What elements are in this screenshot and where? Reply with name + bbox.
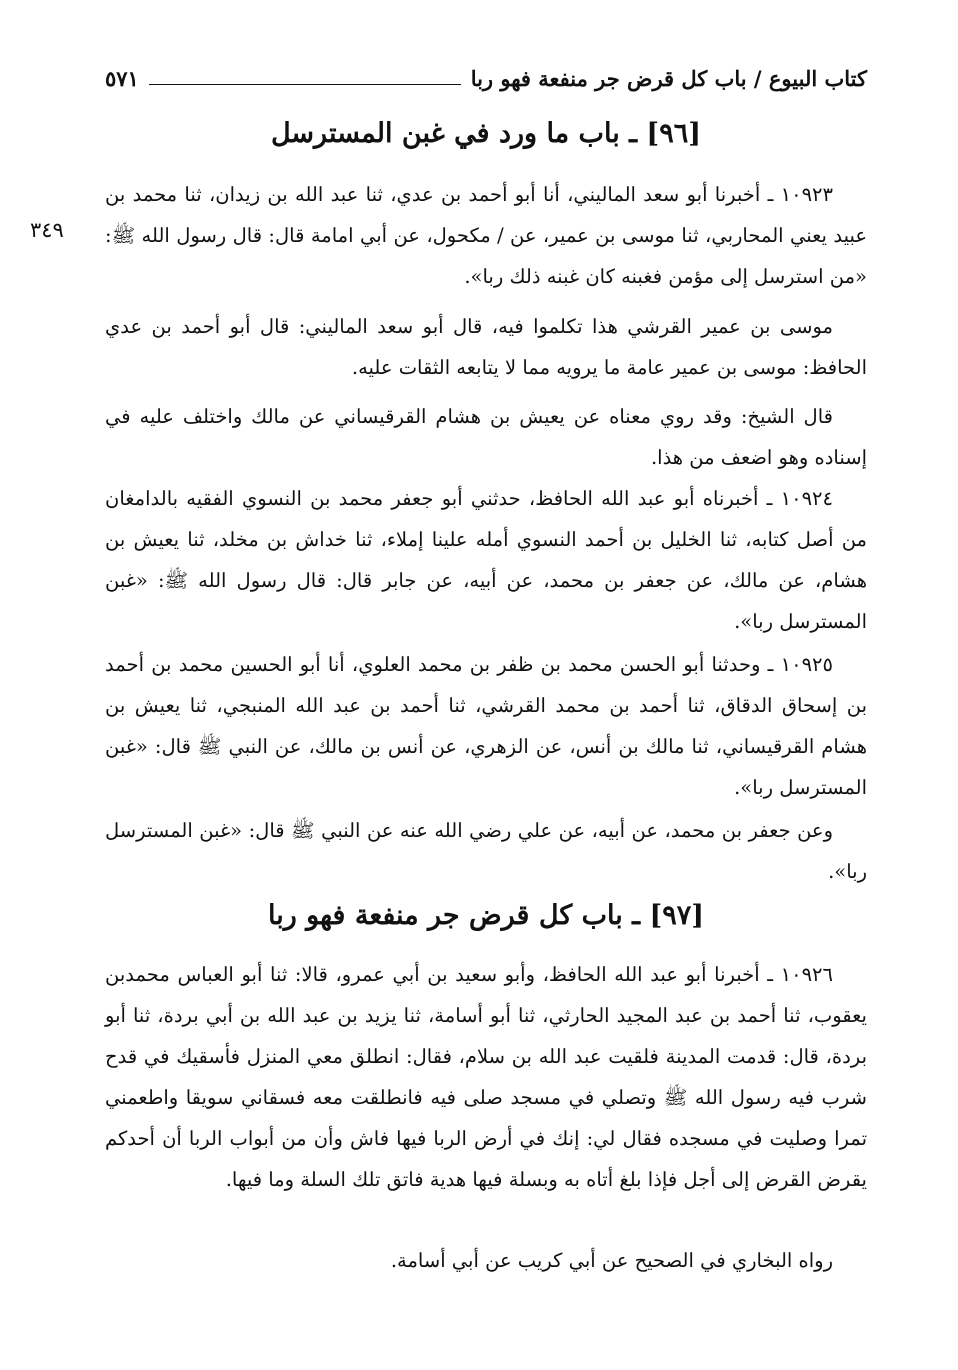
paragraph-hadith-10924: ١٠٩٢٤ ـ أخبرناه أبو عبد الله الحافظ، حدثني أبو جعفر محمد بن النسوي الفقيه بالدامغان من أصل كتابه، ثنا الخليل بن أحمد النسوي أمله علينا إملاء، ثنا خداش بن مخلد، ثنا يعيش بن هشام، عن مالك، عن جعفر بن محمد، عن أبيه، عن جابر قال: قال رسول الله ﷺ: «غبن المسترسل ربا».: [105, 487, 867, 633]
running-title: كتاب البيوع / باب كل قرض جر منفعة فهو ربا: [470, 65, 867, 91]
paragraph-commentary-ibn-adi: موسى بن عمير القرشي هذا تكلموا فيه، قال أبو سعد الماليني: قال أبو أحمد بن عدي الحافظ: موسى بن عمير عامة ما يرويه مما لا يتابعه الثقات عليه.: [105, 315, 867, 379]
paragraph-hadith-10926: ١٠٩٢٦ ـ أخبرنا أبو عبد الله الحافظ، وأبو سعيد بن أبي عمرو، قالا: ثنا أبو العباس محمدبن يعقوب، ثنا أحمد بن عبد المجيد الحارثي، ثنا أبو أسامة، ثنا يزيد بن عبد الله بن أبي بردة، ثنا أبو بردة، قال: قدمت المدينة فلقيت عبد الله بن سلام، فقال: انطلق معي المنزل فأسقيك في قدح شرب فيه رسول الله ﷺ وتصلي في مسجد صلى فيه فانطلقت معه فسقاني سويقا واطعمني تمرا وصليت في مسجده فقال لي: إنك في أرض الربا فيها فاش وأن من أبواب الربا أن أحدكم يقرض القرض إلى أجل فإذا بلغ أتاه به وبسلة فيها هدية فاتق تلك السلة وما فيها.: [105, 963, 867, 1191]
running-header: [105, 60, 867, 96]
section-heading-97: [٩٧] ـ باب كل قرض جر منفعة فهو ربا: [267, 900, 705, 931]
paragraph-bukhari-note: رواه البخاري في الصحيح عن أبي كريب عن أبي أسامة.: [390, 1249, 833, 1272]
paragraph-hadith-10925: ١٠٩٢٥ ـ وحدثنا أبو الحسن محمد بن ظفر بن محمد العلوي، أنا أبو الحسين محمد بن أحمد بن إسحاق الدقاق، ثنا أحمد بن محمد القرشي، ثنا أحمد بن عبد الله المنبجي، ثنا يعيش بن هشام القرقيساني، ثنا مالك بن أنس، عن الزهري، عن أنس بن مالك، عن النبي ﷺ قال: «غبن المسترسل ربا».: [105, 653, 867, 799]
section-heading-96: [٩٦] ـ باب ما ورد في غبن المسترسل: [270, 118, 701, 149]
paragraph-hadith-10923: ١٠٩٢٣ ـ أخبرنا أبو سعد الماليني، أنا أبو أحمد بن عدي، ثنا عبد الله بن زيدان، ثنا محمد بن عبيد يعني المحاربي، ثنا موسى بن عمير، عن / مكحول، عن أبي امامة قال: قال رسول الله ﷺ: «من استرسل إلى مؤمن فغبنه كان غبنه ذلك ربا».: [105, 183, 867, 288]
margin-page-reference: ٣٤٩: [30, 218, 64, 242]
paragraph-shaykh-note: قال الشيخ: وقد روي معناه عن يعيش بن هشام القرقيساني عن مالك واختلف عليه في إسناده وهو اضعف من هذا.: [105, 405, 867, 469]
page-number: ٥٧١: [105, 65, 139, 91]
header-rule: [149, 84, 461, 85]
paragraph-jafar-narration: وعن جعفر بن محمد، عن أبيه، عن علي رضي الله عنه عن النبي ﷺ قال: «غبن المسترسل ربا».: [105, 819, 867, 883]
